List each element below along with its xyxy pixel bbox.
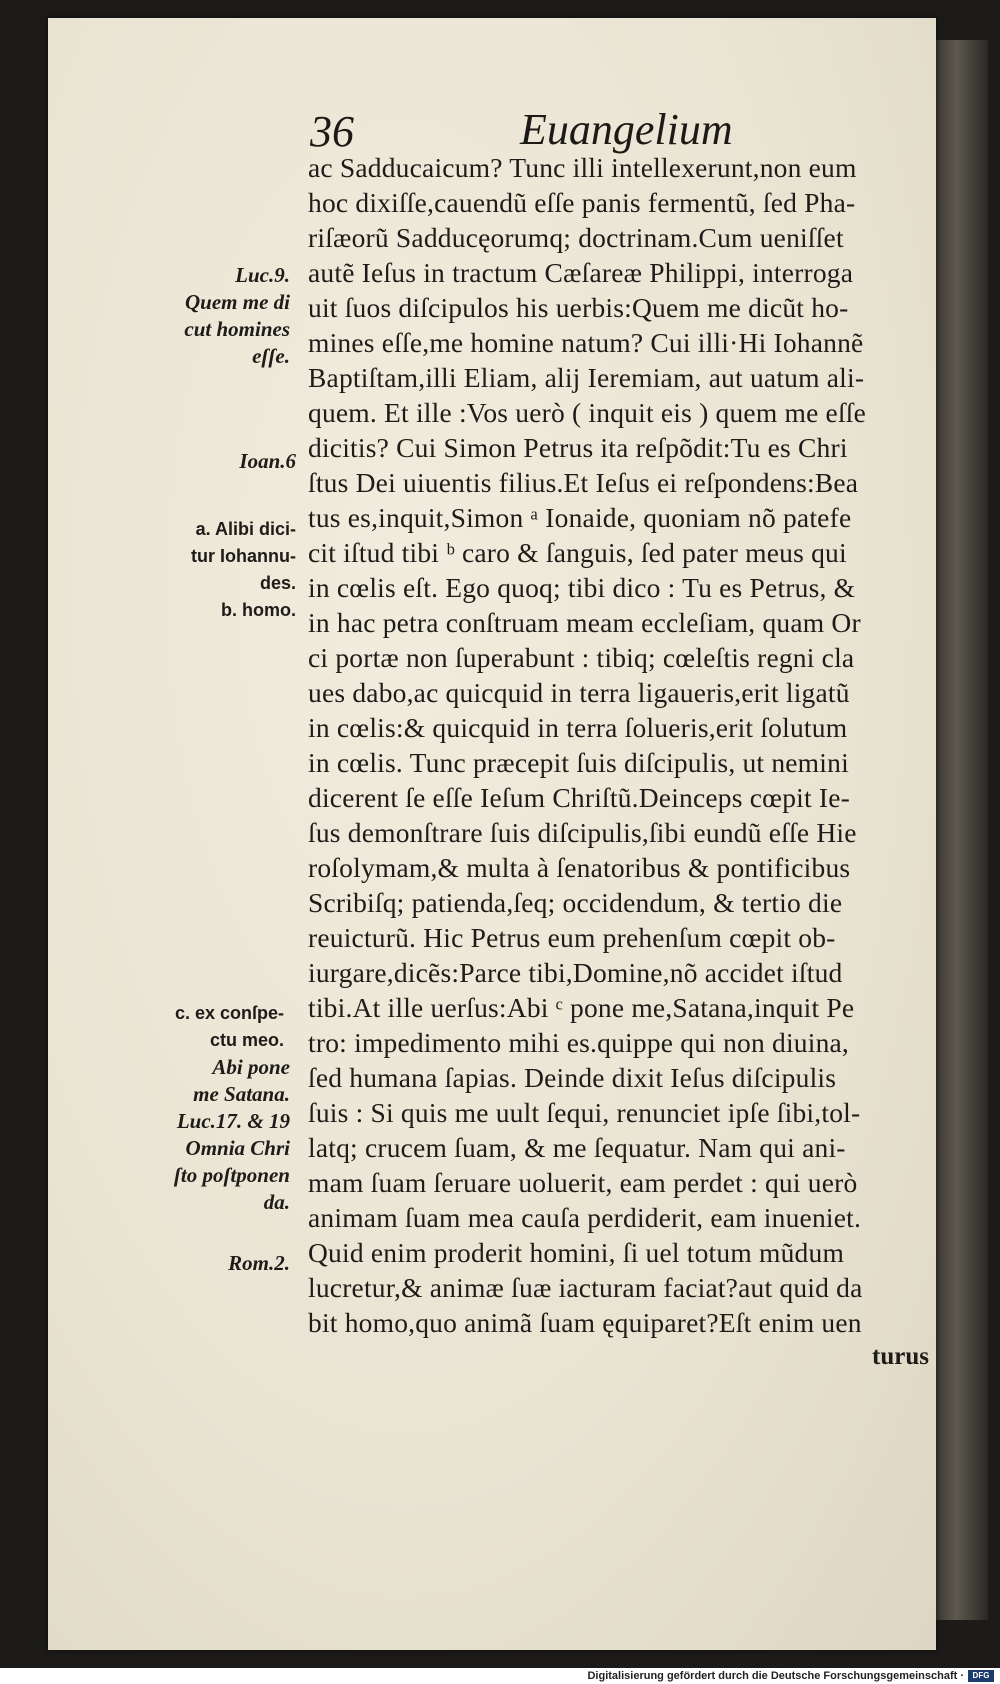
- text-line: quem. Et ille :Vos uerò ( inquit eis ) quem me eſſe: [308, 397, 867, 428]
- text-line: roſolymam,& multa à ſenatoribus & pontificibus: [308, 852, 851, 883]
- margin-note-c: [134, 1000, 284, 1054]
- margin-line: Rom.2.: [228, 1251, 290, 1275]
- text-line: autẽ Ieſus in tractum Cæſareæ Philippi, interroga: [308, 257, 854, 288]
- text-line: ues dabo,ac quicquid in terra ligaueris,erit ligatũ: [308, 677, 850, 708]
- margin-line: ctu meo.: [209, 1030, 284, 1050]
- text-line: bit homo,quo animã ſuam ęquiparet?Eſt enim uen: [308, 1307, 862, 1338]
- margin-line: c. ex conſpe-: [174, 1003, 284, 1023]
- margin-line: Abi pone: [212, 1055, 290, 1079]
- text-line: animam ſuam mea cauſa perdiderit, eam inueniet.: [308, 1202, 862, 1233]
- text-line: in cœlis eſt. Ego quoq; tibi dico : Tu es Petrus, &: [308, 572, 856, 603]
- margin-line: da.: [263, 1190, 290, 1214]
- text-line: in hac petra conſtruam meam eccleſiam, quam Or: [308, 607, 861, 638]
- text-line: riſæorũ Sadducęorumq; doctrinam.Cum ueniſſet: [308, 222, 844, 253]
- margin-line: tur Iohannu-: [191, 546, 296, 566]
- body-text: [308, 150, 948, 1340]
- margin-line: Omnia Chri: [185, 1136, 290, 1160]
- text-line: uit ſuos diſcipulos his uerbis:Quem me dicũt ho-: [308, 292, 849, 323]
- margin-line: des.: [259, 573, 296, 593]
- text-line: ſus demonſtrare ſuis diſcipulis,ſibi eundũ eſſe Hie: [308, 817, 857, 848]
- text-line: ſed humana ſapias. Deinde dixit Ieſus diſcipulis: [308, 1062, 837, 1093]
- margin-line: ſto poſtponen: [173, 1163, 290, 1187]
- margin-note-rom2: [140, 1250, 290, 1277]
- margin-line: Quem me di: [185, 290, 290, 314]
- text-line: ſuis : Si quis me uult ſequi, renunciet ipſe ſibi,tol-: [308, 1097, 861, 1128]
- text-line: iurgare,dicẽs:Parce tibi,Domine,nõ accidet iſtud: [308, 957, 843, 988]
- text-line: in cœlis:& quicquid in terra ſolueris,erit ſolutum: [308, 712, 848, 743]
- text-line: tibi.At ille uerſus:Abi ᶜ pone me,Satana,inquit Pe: [308, 992, 855, 1023]
- text-line: dicitis? Cui Simon Petrus ita reſpõdit:Tu es Chri: [308, 432, 848, 463]
- margin-line: Ioan.6: [239, 449, 296, 473]
- margin-note-ioan6: [146, 448, 296, 475]
- text-line: lucretur,& animæ ſuæ iacturam faciat?aut quid da: [308, 1272, 863, 1303]
- text-line: Scribiſq; patienda,ſeq; occidendum, & tertio die: [308, 887, 843, 918]
- text-line: in cœlis. Tunc præcepit ſuis diſcipulis, ut nemini: [308, 747, 849, 778]
- text-line: mam ſuam ſeruare uoluerit, eam perdet : qui uerò: [308, 1167, 858, 1198]
- text-line: ac Sadducaicum? Tunc illi intellexerunt,non eum: [308, 152, 857, 183]
- margin-line: cut homines: [184, 317, 290, 341]
- text-line: tro: impedimento mihi es.quippe qui non diuina,: [308, 1027, 850, 1058]
- margin-line: eſſe.: [252, 344, 290, 368]
- text-line: latq; crucem ſuam, & me ſequatur. Nam qui ani-: [308, 1132, 846, 1163]
- text-line: reuicturũ. Hic Petrus eum prehenſum cœpit ob-: [308, 922, 836, 953]
- margin-line: b. homo.: [221, 600, 296, 620]
- text-line: mines eſſe,me homine natum? Cui illi·Hi Iohannẽ: [308, 327, 864, 358]
- text-line: tus es,inquit,Simon ᵃ Ionaide, quoniam nõ patefe: [308, 502, 852, 533]
- margin-note-luc9: [140, 262, 290, 370]
- margin-line: me Satana.: [193, 1082, 290, 1106]
- margin-note-abi-pone: [140, 1054, 290, 1216]
- text-line: ci portæ non ſuperabunt : tibiq; cœleſtis regni cla: [308, 642, 855, 673]
- text-line: Baptiſtam,illi Eliam, alij Ieremiam, aut uatum ali-: [308, 362, 865, 393]
- catchword: turus: [872, 1343, 929, 1370]
- text-line: Quid enim proderit homini, ſi uel totum mũdum: [308, 1237, 845, 1268]
- text-line: cit iſtud tibi ᵇ caro & ſanguis, ſed pater meus qui: [308, 537, 847, 568]
- text-line: dicerent ſe eſſe Ieſum Chriſtũ.Deinceps cœpit Ie-: [308, 782, 851, 813]
- text-line: ſtus Dei uiuentis filius.Et Ieſus ei reſpondens:Bea: [308, 467, 859, 498]
- footer-credit: Digitalisierung gefördert durch die Deutsche Forschungsgemeinschaft ·: [587, 1670, 964, 1682]
- dfg-logo-icon: DFG: [968, 1670, 994, 1682]
- page-number: 36: [310, 107, 354, 156]
- running-title: Euangelium: [520, 105, 733, 154]
- margin-line: Luc.17. & 19: [176, 1109, 290, 1133]
- margin-note-ab: [146, 516, 296, 624]
- margin-line: a. Alibi dici-: [195, 519, 296, 539]
- margin-line: Luc.9.: [235, 263, 290, 287]
- text-line: hoc dixiſſe,cauendũ eſſe panis fermentũ, ſed Pha-: [308, 187, 856, 218]
